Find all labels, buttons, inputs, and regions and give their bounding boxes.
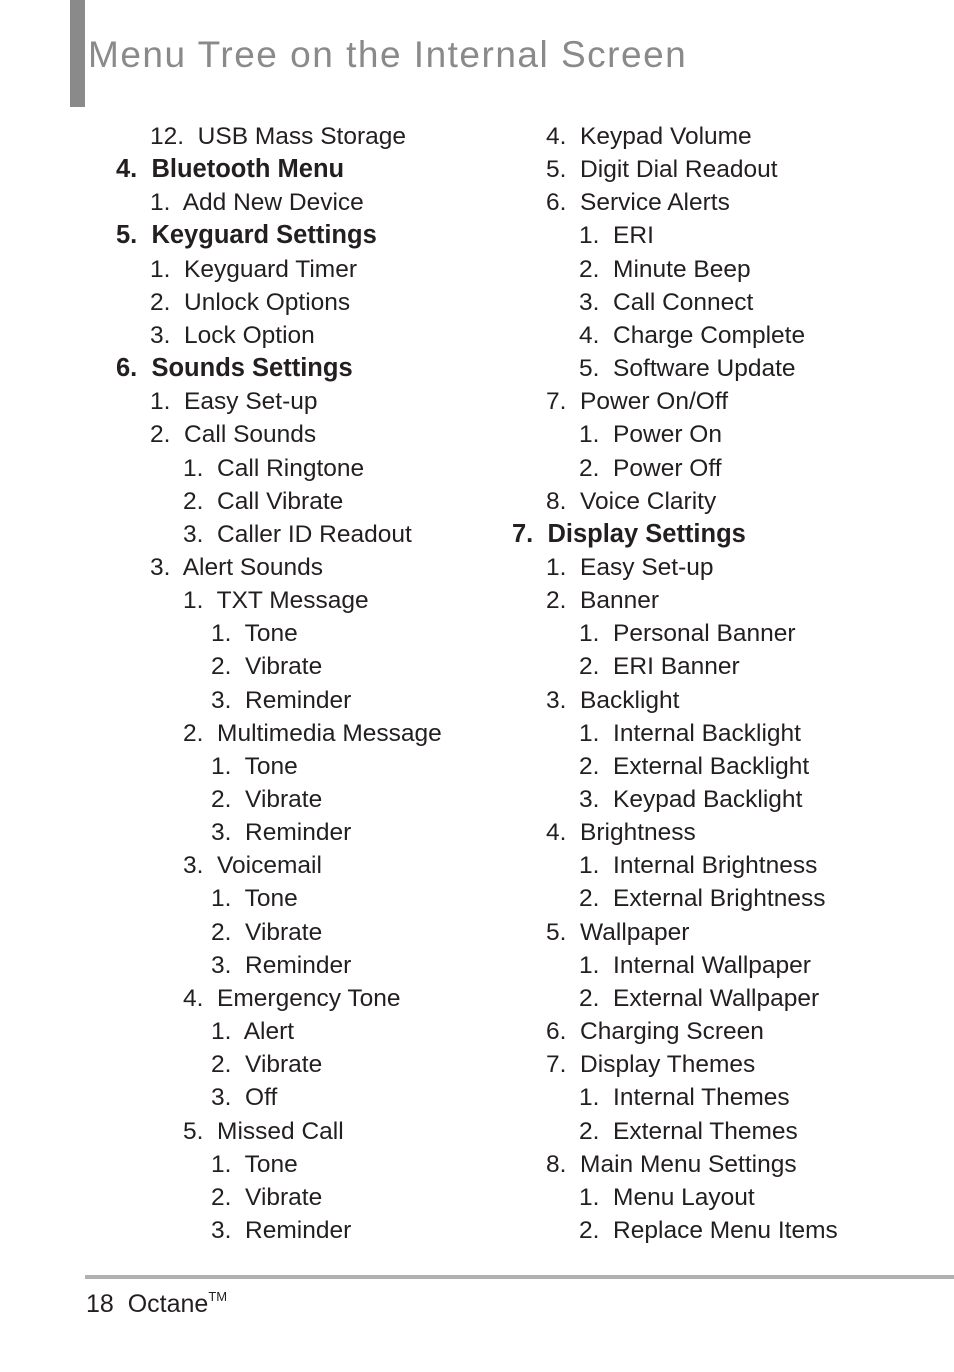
menu-tree-item xyxy=(211,650,322,683)
menu-item-label: Reminder xyxy=(238,951,352,979)
menu-tree-item xyxy=(546,485,716,518)
menu-item-number: 2. xyxy=(211,1183,232,1211)
menu-tree-item xyxy=(579,418,722,451)
menu-item-label: Reminder xyxy=(238,819,352,847)
menu-tree-item xyxy=(579,286,753,319)
menu-item-label: Caller ID Readout xyxy=(210,520,412,548)
menu-item-label: Lock Option xyxy=(177,321,315,349)
menu-item-label: Vibrate xyxy=(238,1051,323,1079)
menu-item-number: 2. xyxy=(579,1117,600,1145)
menu-tree-item xyxy=(150,286,350,319)
menu-tree-item xyxy=(211,1015,294,1048)
menu-item-label: Minute Beep xyxy=(606,255,751,283)
menu-item-label: Vibrate xyxy=(238,786,323,813)
menu-item-number: 2. xyxy=(579,1216,600,1244)
menu-item-number: 7. xyxy=(546,388,567,416)
menu-item-number: 1. xyxy=(546,553,567,581)
menu-tree-item xyxy=(183,584,369,617)
menu-item-label: Internal Backlight xyxy=(606,719,801,747)
menu-item-number: 2. xyxy=(579,653,600,681)
menu-item-label: Vibrate xyxy=(238,1183,323,1211)
menu-item-label: Power On xyxy=(606,421,722,449)
menu-tree-item xyxy=(546,816,696,849)
menu-item-label: Voice Clarity xyxy=(573,487,717,515)
menu-tree-item xyxy=(579,650,740,683)
menu-tree-item xyxy=(579,1181,755,1214)
menu-item-label: Call Ringtone xyxy=(210,454,365,482)
menu-item-label: Call Sounds xyxy=(177,421,317,449)
menu-tree-item xyxy=(546,153,778,186)
menu-item-number: 1. xyxy=(579,620,600,648)
menu-item-label: Tone xyxy=(238,1150,298,1178)
menu-item-number: 2. xyxy=(211,786,232,813)
menu-item-number: 3. xyxy=(150,553,171,581)
menu-item-label: Unlock Options xyxy=(177,288,351,316)
menu-item-number: 2. xyxy=(579,255,600,283)
menu-tree-item xyxy=(579,1081,790,1114)
menu-item-label: Bluetooth Menu xyxy=(144,155,345,184)
menu-tree-item xyxy=(546,1148,797,1181)
menu-item-label: Banner xyxy=(573,587,660,615)
menu-item-number: 6. xyxy=(116,354,138,383)
menu-tree-item xyxy=(211,1181,322,1214)
menu-item-number: 8. xyxy=(546,487,567,515)
menu-item-label: External Backlight xyxy=(606,752,810,780)
menu-tree-item xyxy=(579,1214,838,1247)
menu-item-label: Keypad Volume xyxy=(573,123,752,150)
menu-item-label: Vibrate xyxy=(238,653,323,681)
menu-item-label: Reminder xyxy=(238,686,352,714)
menu-item-label: Alert xyxy=(238,1018,295,1046)
menu-item-number: 2. xyxy=(183,719,204,747)
menu-tree-item xyxy=(211,949,351,982)
menu-item-label: Easy Set-up xyxy=(573,553,714,581)
menu-item-number: 2. xyxy=(211,1051,232,1079)
menu-tree-item xyxy=(546,584,659,617)
menu-item-number: 3. xyxy=(183,520,204,548)
menu-tree-item xyxy=(211,1081,277,1114)
menu-tree-item xyxy=(546,916,689,949)
menu-tree-item xyxy=(579,717,801,750)
menu-tree-item xyxy=(183,717,442,750)
menu-tree-item xyxy=(579,750,809,783)
page-title: Menu Tree on the Internal Screen xyxy=(88,34,688,75)
menu-item-label: Replace Menu Items xyxy=(606,1216,838,1244)
menu-item-number: 4. xyxy=(546,819,567,847)
menu-tree-item xyxy=(116,219,377,252)
menu-item-number: 1. xyxy=(150,189,171,217)
menu-item-number: 1. xyxy=(183,587,204,615)
menu-tree-item xyxy=(579,1115,798,1148)
menu-tree-item xyxy=(579,452,722,485)
menu-item-label: Internal Wallpaper xyxy=(606,951,811,979)
menu-item-label: Brightness xyxy=(573,819,696,847)
menu-item-number: 8. xyxy=(546,1150,567,1178)
menu-tree-item xyxy=(150,186,364,219)
menu-tree-item xyxy=(579,982,819,1015)
menu-item-number: 1. xyxy=(579,719,600,747)
menu-tree-item xyxy=(211,783,322,816)
menu-item-label: Internal Themes xyxy=(606,1084,790,1112)
menu-item-number: 5. xyxy=(546,918,567,946)
menu-item-label: Call Connect xyxy=(606,288,754,316)
menu-item-number: 7. xyxy=(512,519,534,548)
menu-item-number: 2. xyxy=(150,288,171,316)
menu-item-number: 1. xyxy=(211,1150,232,1178)
menu-item-number: 5. xyxy=(116,221,138,250)
menu-tree-item xyxy=(546,684,679,717)
menu-item-number: 2. xyxy=(579,984,600,1012)
menu-tree-item xyxy=(579,882,826,915)
menu-item-label: Display Settings xyxy=(540,519,746,548)
menu-item-number: 2. xyxy=(211,918,232,946)
menu-item-label: Sounds Settings xyxy=(144,354,353,383)
menu-item-label: Tone xyxy=(238,752,298,780)
menu-tree-item xyxy=(183,1115,344,1148)
menu-item-label: Backlight xyxy=(573,686,680,714)
menu-item-label: Off xyxy=(238,1084,278,1112)
menu-item-label: Call Vibrate xyxy=(210,487,344,515)
menu-item-number: 1. xyxy=(183,454,204,482)
menu-item-number: 6. xyxy=(546,189,567,217)
menu-item-label: Multimedia Message xyxy=(210,719,442,747)
menu-item-number: 2. xyxy=(150,421,171,449)
menu-item-label: Power On/Off xyxy=(573,388,729,416)
menu-item-number: 3. xyxy=(211,1216,232,1244)
menu-tree-item xyxy=(116,153,344,186)
menu-tree-item xyxy=(150,418,316,451)
menu-tree-item xyxy=(183,518,412,551)
menu-item-number: 1. xyxy=(211,752,232,780)
menu-item-label: USB Mass Storage xyxy=(190,123,407,150)
menu-item-number: 5. xyxy=(546,156,567,184)
menu-tree-item xyxy=(211,816,351,849)
menu-item-number: 1. xyxy=(150,255,171,283)
menu-item-number: 3. xyxy=(579,786,600,813)
menu-tree-item xyxy=(211,1148,298,1181)
menu-item-number: 1. xyxy=(211,885,232,913)
menu-tree-item xyxy=(211,916,322,949)
menu-tree-item xyxy=(512,518,746,551)
trademark-mark: TM xyxy=(208,1288,228,1304)
menu-item-label: Service Alerts xyxy=(573,189,730,217)
menu-tree-item xyxy=(116,352,353,385)
page-footer xyxy=(86,1290,227,1319)
menu-item-number: 2. xyxy=(579,885,600,913)
menu-item-number: 1. xyxy=(579,421,600,449)
menu-item-number: 4. xyxy=(116,155,138,184)
menu-tree-item xyxy=(579,352,796,385)
menu-item-label: Software Update xyxy=(606,355,796,383)
menu-tree-item xyxy=(211,684,351,717)
menu-item-label: Emergency Tone xyxy=(210,984,401,1012)
menu-tree-item xyxy=(150,120,406,153)
menu-tree-item xyxy=(579,949,811,982)
menu-item-number: 5. xyxy=(579,355,600,383)
menu-item-number: 1. xyxy=(579,222,600,250)
menu-tree-item xyxy=(211,617,298,650)
menu-item-number: 3. xyxy=(211,819,232,847)
footer-divider xyxy=(85,1275,954,1279)
menu-item-label: Charging Screen xyxy=(573,1018,764,1046)
menu-item-number: 12. xyxy=(150,123,185,150)
menu-item-label: Digit Dial Readout xyxy=(573,156,778,184)
menu-item-label: Add New Device xyxy=(177,189,364,217)
menu-tree-item xyxy=(546,120,752,153)
menu-item-label: Display Themes xyxy=(573,1051,756,1079)
menu-item-label: Easy Set-up xyxy=(177,388,318,416)
menu-item-label: Keypad Backlight xyxy=(606,786,803,813)
menu-item-label: Missed Call xyxy=(210,1117,344,1145)
menu-item-label: Internal Brightness xyxy=(606,852,818,880)
menu-item-number: 1. xyxy=(579,1084,600,1112)
title-accent-bar xyxy=(70,0,85,107)
menu-item-number: 1. xyxy=(150,388,171,416)
menu-item-label: ERI Banner xyxy=(606,653,740,681)
menu-tree-item xyxy=(150,385,318,418)
menu-item-number: 6. xyxy=(546,1018,567,1046)
menu-item-number: 3. xyxy=(183,852,204,880)
menu-tree-item xyxy=(211,1048,322,1081)
menu-item-number: 4. xyxy=(579,321,600,349)
menu-tree-item xyxy=(211,882,298,915)
menu-tree-item xyxy=(546,186,730,219)
menu-tree-item xyxy=(183,849,322,882)
menu-item-number: 5. xyxy=(183,1117,204,1145)
menu-item-label: Tone xyxy=(238,620,298,648)
menu-item-label: Main Menu Settings xyxy=(573,1150,797,1178)
page-number: 18 xyxy=(86,1290,114,1318)
menu-tree-item xyxy=(150,551,323,584)
menu-item-label: Keyguard Timer xyxy=(177,255,357,283)
menu-item-number: 2. xyxy=(579,454,600,482)
menu-item-label: ERI xyxy=(606,222,654,250)
menu-item-label: Voicemail xyxy=(210,852,322,880)
menu-tree-item xyxy=(546,551,714,584)
menu-item-number: 1. xyxy=(579,1183,600,1211)
menu-tree-item xyxy=(211,750,298,783)
menu-item-number: 4. xyxy=(546,123,567,150)
menu-item-number: 2. xyxy=(546,587,567,615)
brand-name: Octane xyxy=(127,1290,209,1318)
menu-tree-item xyxy=(579,849,817,882)
menu-item-label: Keyguard Settings xyxy=(144,221,377,250)
menu-item-label: Personal Banner xyxy=(606,620,796,648)
menu-tree-item xyxy=(579,319,805,352)
menu-item-number: 1. xyxy=(211,620,232,648)
menu-item-label: Power Off xyxy=(606,454,722,482)
menu-item-number: 1. xyxy=(579,951,600,979)
menu-item-number: 1. xyxy=(211,1018,232,1046)
menu-item-label: Menu Layout xyxy=(606,1183,755,1211)
menu-item-number: 3. xyxy=(150,321,171,349)
menu-item-label: External Themes xyxy=(606,1117,798,1145)
menu-item-number: 3. xyxy=(211,1084,232,1112)
menu-item-number: 4. xyxy=(183,984,204,1012)
menu-tree-item xyxy=(150,253,357,286)
menu-item-number: 7. xyxy=(546,1051,567,1079)
menu-tree-item xyxy=(183,982,400,1015)
menu-tree-item xyxy=(579,253,751,286)
menu-item-label: External Brightness xyxy=(606,885,826,913)
menu-item-number: 2. xyxy=(211,653,232,681)
menu-tree-item xyxy=(546,1048,755,1081)
menu-tree-item xyxy=(579,783,802,816)
menu-item-label: Alert Sounds xyxy=(177,553,323,581)
menu-item-label: Wallpaper xyxy=(573,918,690,946)
menu-tree-item xyxy=(546,385,728,418)
menu-item-number: 1. xyxy=(579,852,600,880)
menu-item-number: 2. xyxy=(579,752,600,780)
menu-item-number: 3. xyxy=(211,686,232,714)
menu-item-number: 3. xyxy=(546,686,567,714)
menu-tree-item xyxy=(150,319,315,352)
menu-tree-item xyxy=(546,1015,764,1048)
menu-tree-item xyxy=(183,452,364,485)
menu-item-number: 3. xyxy=(579,288,600,316)
menu-tree-item xyxy=(211,1214,351,1247)
menu-tree-item xyxy=(579,617,796,650)
menu-item-number: 3. xyxy=(211,951,232,979)
menu-item-label: TXT Message xyxy=(210,587,369,615)
menu-item-label: Reminder xyxy=(238,1216,352,1244)
menu-item-label: External Wallpaper xyxy=(606,984,820,1012)
menu-item-number: 2. xyxy=(183,487,204,515)
menu-item-label: Vibrate xyxy=(238,918,323,946)
menu-tree-item xyxy=(579,219,654,252)
menu-item-label: Charge Complete xyxy=(606,321,806,349)
menu-item-label: Tone xyxy=(238,885,298,913)
menu-tree-item xyxy=(183,485,343,518)
